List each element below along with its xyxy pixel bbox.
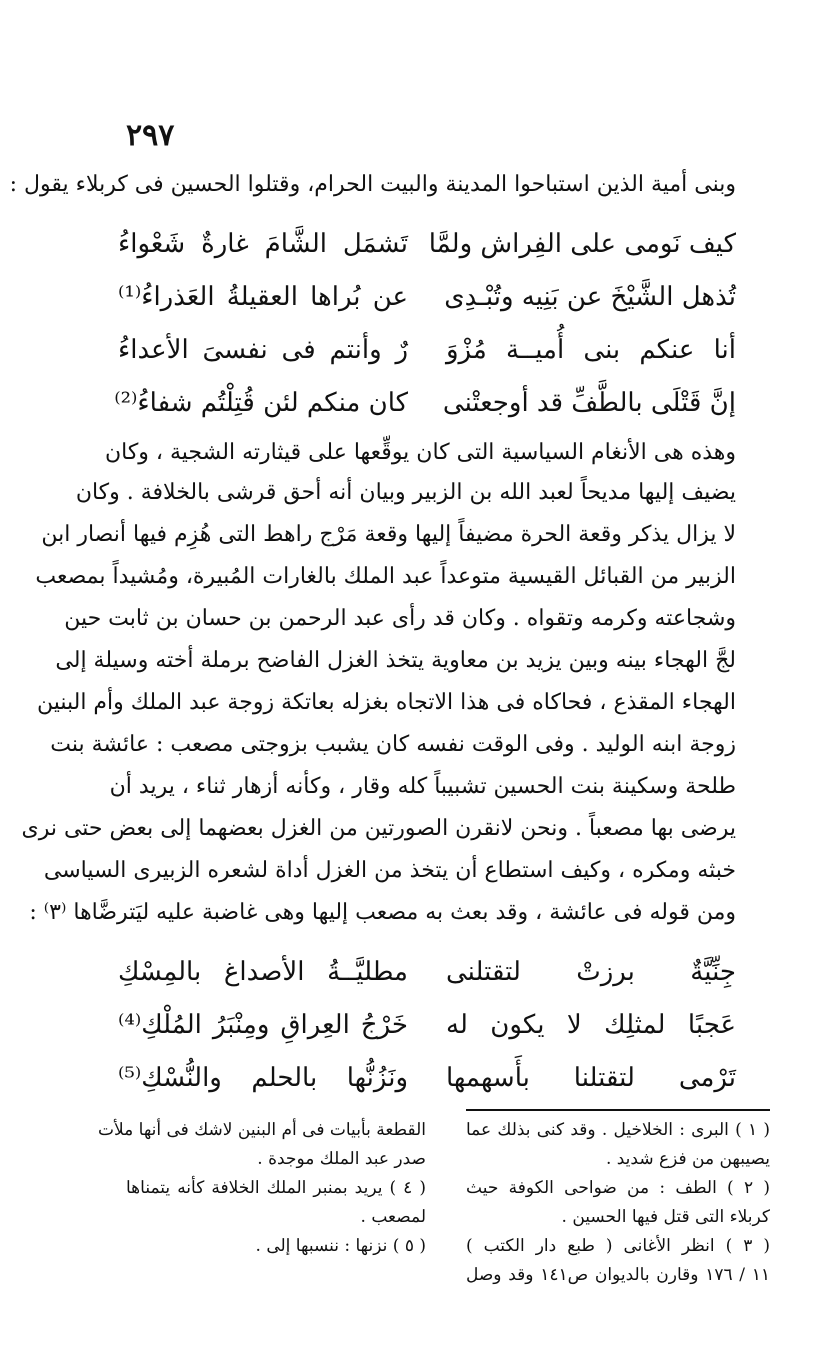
verse-second-hemistich: كان منكم لئن قُتِلْتُم شفاءُ⁽²⁾ — [114, 388, 408, 418]
verse-first-hemistich: تُذهل الشَّيْخَ عن بَنِيه وتُبْـدِى — [444, 282, 736, 312]
paragraph-line: ومن قوله فى عائشة ، وقد بعث به مصعب إليها وهى غاضبة عليه ليَترضَّاها ⁽٣⁾ : — [29, 900, 736, 925]
footnote-line: كربلاء التى قتل فيها الحسين . — [561, 1207, 770, 1227]
footnote-line: لمصعب . — [360, 1207, 426, 1227]
verse-first-hemistich: جِنِّيَّةٌ برزتْ لتقتلنى — [446, 957, 736, 987]
intro-line: وبنى أمية الذين استباحوا المدينة والبيت الحرام، وقتلوا الحسين فى كربلاء يقول : — [9, 172, 736, 197]
paragraph-line: يرضى بها مصعباً . ونحن لانقرن الصورتين من الغزل بعضهما إلى بعض حتى نرى — [21, 816, 736, 841]
paragraph-line: وشجاعته وكرمه وتقواه . وكان قد رأى عبد الرحمن بن حسان بن ثابت حين — [64, 606, 736, 631]
verse-second-hemistich: مطليَّــةُ الأصداغ بالمِسْكِ — [118, 957, 408, 987]
paragraph-line: طلحة وسكينة بنت الحسين تشبيباً كله وقار ، وكأنه أزهار ثناء ، يريد أن — [109, 774, 736, 799]
footnotes-right-column — [466, 1116, 770, 1290]
paragraph-line: الهجاء المقذع ، فحاكاه فى هذا الاتجاه بغزله بعاتكة زوجة عبد الملك وأم البنين — [36, 690, 736, 715]
footnote-line: القطعة بأبيات فى أم البنين لاشك فى أنها ملأت — [97, 1120, 426, 1140]
poem2-verse — [118, 1003, 736, 1047]
verse-first-hemistich: أنا عنكم بنى أُميــة مُزْوَ — [446, 335, 736, 365]
poem1-verse — [118, 222, 736, 266]
verse-second-hemistich: خَرْجُ العِراقِ ومِنْبَرُ المُلْكِ⁽⁴⁾ — [118, 1010, 408, 1040]
page-number: ٢٩٧ — [126, 118, 175, 153]
footnote-separator — [466, 1109, 770, 1111]
footnote-line: ( ٢ ) الطف : من ضواحى الكوفة حيث — [466, 1178, 770, 1198]
poem2-verse — [118, 1056, 736, 1100]
footnote-line: ( ٣ ) انظر الأغانى ( طبع دار الكتب ) — [466, 1236, 770, 1256]
paragraph-line: يضيف إليها مديحاً لعبد الله بن الزبير وبيان أنه أحق قرشى بالخلافة . وكان — [75, 480, 736, 505]
poem1-verse — [118, 328, 736, 372]
verse-second-hemistich: عن بُراها العقيلةُ العَذراءُ⁽¹⁾ — [118, 282, 408, 312]
paragraph-line: خبثه ومكره ، وكيف استطاع أن يتخذ من الغزل أداة لشعره الزبيرى السياسى — [43, 858, 736, 883]
footnote-line: صدر عبد الملك موجدة . — [257, 1149, 426, 1169]
poem1-verse — [114, 381, 736, 425]
verse-first-hemistich: كيف نَومى على الفِراش ولمَّا — [428, 229, 736, 259]
verse-second-hemistich: رٌ وأنتم فى نفسىَ الأعداءُ — [118, 335, 408, 365]
verse-second-hemistich: ونَزُنُّها بالحلم والنُّسْكِ⁽⁵⁾ — [118, 1063, 408, 1093]
paragraph-line: وهذه هى الأنغام السياسية التى كان يوقِّعها على قيثارته الشجية ، وكان — [104, 440, 736, 465]
paragraph-line: لجَّ الهجاء بينه وبين يزيد بن معاوية يتخذ الغزل الفاضح برملة أخته وسيلة إلى — [55, 648, 736, 673]
paragraph-line: الزبير من القبائل القيسية متوعداً عبد الملك بالغارات المُبيرة، ومُشيداً بمصعب — [35, 564, 736, 589]
verse-second-hemistich: تَشمَل الشَّامَ غارةٌ شَعْواءُ — [118, 229, 408, 259]
paragraph-line: زوجة ابنه الوليد . وفى الوقت نفسه كان يشبب بزوجتى مصعب : عائشة بنت — [50, 732, 736, 757]
footnotes-left-column — [97, 1116, 426, 1261]
verse-first-hemistich: عَجبًا لمثلِك لا يكون له — [446, 1010, 736, 1040]
footnote-line: ( ٤ ) يريد بمنبر الملك الخلافة كأنه يتمناها — [126, 1178, 426, 1198]
footnote-line: يصيبهن من فزع شديد . — [605, 1149, 770, 1169]
poem2-verse — [118, 950, 736, 994]
poem1-verse — [118, 275, 736, 319]
verse-first-hemistich: تَرْمى لتقتلنا بأَسهمها — [446, 1063, 736, 1093]
verse-first-hemistich: إنَّ قَتْلَى بالطَّفِّ قد أوجعتْنى — [442, 388, 736, 418]
footnote-line: ( ٥ ) نزنها : ننسبها إلى . — [255, 1236, 426, 1256]
footnote-line: ( ١ ) البرى : الخلاخيل . وقد كنى بذلك عما — [466, 1120, 770, 1140]
footnote-line: ١١ / ١٧٦ وقارن بالديوان ص١٤١ وقد وصل — [466, 1265, 770, 1285]
paragraph-line: لا يزال يذكر وقعة الحرة مضيفاً إليها وقعة مَرْج راهط التى هُزِم فيها أنصار ابن — [41, 522, 736, 547]
